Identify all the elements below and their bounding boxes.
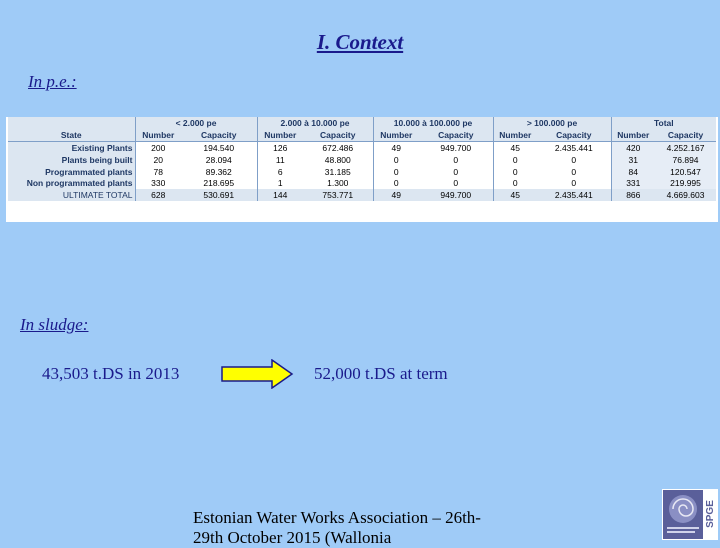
- table-cell: 949.700: [419, 189, 493, 201]
- sub-header: Number: [611, 129, 655, 141]
- table-cell: 0: [373, 177, 419, 189]
- table-cell: 194.540: [203, 142, 235, 153]
- sludge-label: In sludge:: [20, 315, 89, 334]
- table-cell: 11: [257, 154, 303, 166]
- table-cell: 49: [373, 141, 419, 153]
- sub-header: Capacity: [303, 129, 373, 141]
- table-cell: 0: [493, 154, 537, 166]
- table-cell: 45: [493, 141, 537, 153]
- table-cell: 45: [493, 189, 537, 201]
- table-cell: 0: [571, 178, 577, 189]
- capacity-table: [6, 117, 718, 222]
- sub-header: Number: [493, 129, 537, 141]
- group-header: 2.000 à 10.000 pe: [257, 117, 373, 129]
- table-cell: 31: [611, 154, 655, 166]
- table-cell: 0: [453, 154, 459, 165]
- table-cell: 6: [257, 166, 303, 178]
- row-state-label: Non programmated plants: [8, 177, 135, 189]
- table-cell: 48.800: [324, 154, 351, 165]
- table-cell: 753.771: [303, 189, 373, 201]
- table-cell: 28.094: [205, 154, 232, 165]
- table-cell: 218.695: [203, 178, 235, 189]
- table-row: [8, 166, 716, 178]
- group-header: < 2.000 pe: [135, 117, 257, 129]
- sludge-to-text: 52,000 t.DS at term: [314, 364, 448, 383]
- sub-header: Capacity: [181, 129, 257, 141]
- svg-text:SPGE: SPGE: [705, 500, 716, 528]
- state-header: State: [8, 129, 135, 141]
- table-cell: 84: [611, 166, 655, 178]
- table-cell: 20: [135, 154, 181, 166]
- group-header: Total: [611, 117, 716, 129]
- table-cell: 0: [493, 166, 537, 178]
- table-cell: 31.185: [324, 166, 351, 177]
- table-cell: 0: [453, 178, 459, 189]
- group-header: > 100.000 pe: [493, 117, 611, 129]
- table-cell: 0: [571, 166, 577, 177]
- table-row: [8, 141, 716, 153]
- row-state-label: Plants being built: [8, 154, 135, 166]
- row-state-label: ULTIMATE TOTAL: [8, 189, 135, 201]
- table-cell: 49: [373, 189, 419, 201]
- table-cell: 2.435.441: [554, 142, 593, 153]
- table-cell: 120.547: [655, 166, 716, 178]
- table-cell: 628: [135, 189, 181, 201]
- table-cell: 1.300: [327, 178, 349, 189]
- sub-header: Number: [257, 129, 303, 141]
- spge-logo: [662, 489, 718, 540]
- row-state-label: Programmated plants: [8, 166, 135, 178]
- sub-header: Number: [135, 129, 181, 141]
- table-row: [8, 154, 716, 166]
- table-cell: 0: [493, 177, 537, 189]
- table-cell: 0: [373, 154, 419, 166]
- table-cell: 672.486: [322, 142, 354, 153]
- table-cell: 76.894: [655, 154, 716, 166]
- table-cell: 330: [135, 177, 181, 189]
- slide-title: I. Context: [316, 30, 404, 54]
- table-cell: 1: [257, 177, 303, 189]
- sub-header: Capacity: [419, 129, 493, 141]
- table-cell: 126: [257, 141, 303, 153]
- table-cell: 0: [453, 166, 459, 177]
- table-cell: 2.435.441: [537, 189, 611, 201]
- sub-header: Capacity: [537, 129, 611, 141]
- table-cell: 0: [571, 154, 577, 165]
- table-cell: 530.691: [181, 189, 257, 201]
- footer-text: Estonian Water Works Association – 26th-29th October 2015 (Wallonia: [193, 508, 481, 547]
- table-cell: 420: [611, 141, 655, 153]
- table-cell: 89.362: [205, 166, 232, 177]
- table-cell: 144: [257, 189, 303, 201]
- right-arrow-icon: [220, 359, 294, 389]
- table-cell: 4.252.167: [655, 141, 716, 153]
- table-row: [8, 177, 716, 189]
- sludge-from-text: 43,503 t.DS in 2013: [42, 364, 180, 383]
- table-cell: 0: [373, 166, 419, 178]
- group-header: 10.000 à 100.000 pe: [373, 117, 493, 129]
- table-cell: 4.669.603: [655, 189, 716, 201]
- pe-label: In p.e.:: [28, 72, 77, 91]
- table-cell: 219.995: [655, 177, 716, 189]
- sub-header: Capacity: [655, 129, 716, 141]
- table-cell: 331: [611, 177, 655, 189]
- table-cell: 78: [135, 166, 181, 178]
- table-cell: 866: [611, 189, 655, 201]
- table-cell: 200: [135, 141, 181, 153]
- row-state-label: Existing Plants: [8, 141, 135, 153]
- table-row: [8, 189, 716, 201]
- sub-header: Number: [373, 129, 419, 141]
- table-cell: 949.700: [440, 142, 472, 153]
